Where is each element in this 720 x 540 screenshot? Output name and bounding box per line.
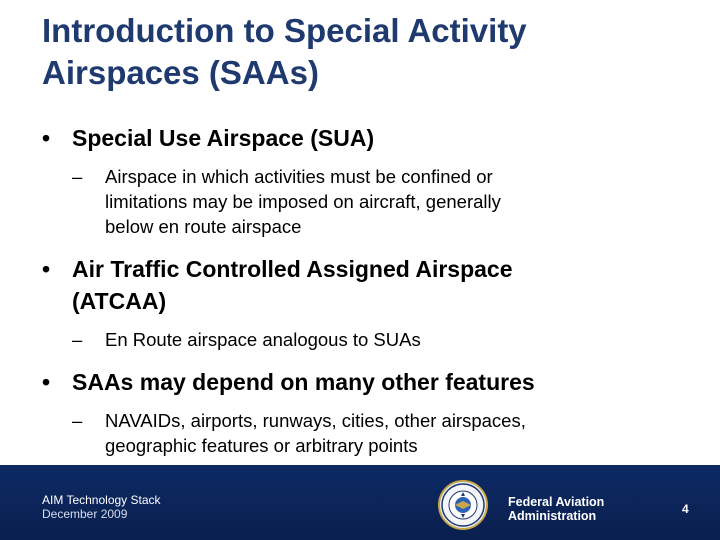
sub-bullet-line: geographic features or arbitrary points bbox=[105, 435, 418, 456]
sub-bullet-mark: – bbox=[72, 329, 83, 350]
bullet-text: Special Use Airspace (SUA) bbox=[72, 125, 375, 151]
bullet-mark: • bbox=[42, 125, 51, 151]
footer-presentation-info bbox=[42, 493, 161, 521]
sub-bullet-line: Airspace in which activities must be confined or bbox=[105, 166, 493, 187]
slide-title bbox=[42, 10, 682, 94]
bullet-line: (ATCAA) bbox=[72, 288, 167, 314]
footer-presentation-name: AIM Technology Stack bbox=[42, 493, 161, 507]
sub-bullet-mark: – bbox=[72, 166, 83, 187]
bullet-list bbox=[30, 122, 690, 458]
sub-bullet-mark: – bbox=[72, 410, 83, 431]
page-number: 4 bbox=[682, 502, 689, 516]
sub-bullet-text: En Route airspace analogous to SUAs bbox=[105, 329, 421, 350]
title-line-2: Airspaces (SAAs) bbox=[42, 54, 319, 91]
sub-bullet-saa-features bbox=[30, 408, 690, 458]
bullet-mark: • bbox=[42, 369, 51, 395]
faa-seal-icon bbox=[438, 480, 488, 530]
bullet-line: Air Traffic Controlled Assigned Airspace bbox=[72, 256, 513, 282]
bullet-atcaa bbox=[30, 253, 690, 317]
footer-date: December 2009 bbox=[42, 507, 128, 521]
agency-name-line-2: Administration bbox=[508, 509, 597, 523]
sub-bullet-line: limitations may be imposed on aircraft, generally bbox=[105, 191, 501, 212]
sub-bullet-atcaa bbox=[30, 327, 690, 352]
sub-bullet-line: below en route airspace bbox=[105, 216, 302, 237]
sub-bullet-sua bbox=[30, 164, 690, 239]
bullet-sua bbox=[30, 122, 690, 154]
bullet-text: SAAs may depend on many other features bbox=[72, 369, 535, 395]
faa-seal-graphic bbox=[440, 482, 486, 528]
title-line-1: Introduction to Special Activity bbox=[42, 12, 527, 49]
bullet-mark: • bbox=[42, 256, 51, 282]
slide-footer bbox=[0, 465, 720, 540]
agency-name bbox=[508, 495, 604, 523]
agency-name-line-1: Federal Aviation bbox=[508, 495, 605, 509]
bullet-saa-features bbox=[30, 366, 690, 398]
sub-bullet-line: NAVAIDs, airports, runways, cities, other airspaces, bbox=[105, 410, 526, 431]
